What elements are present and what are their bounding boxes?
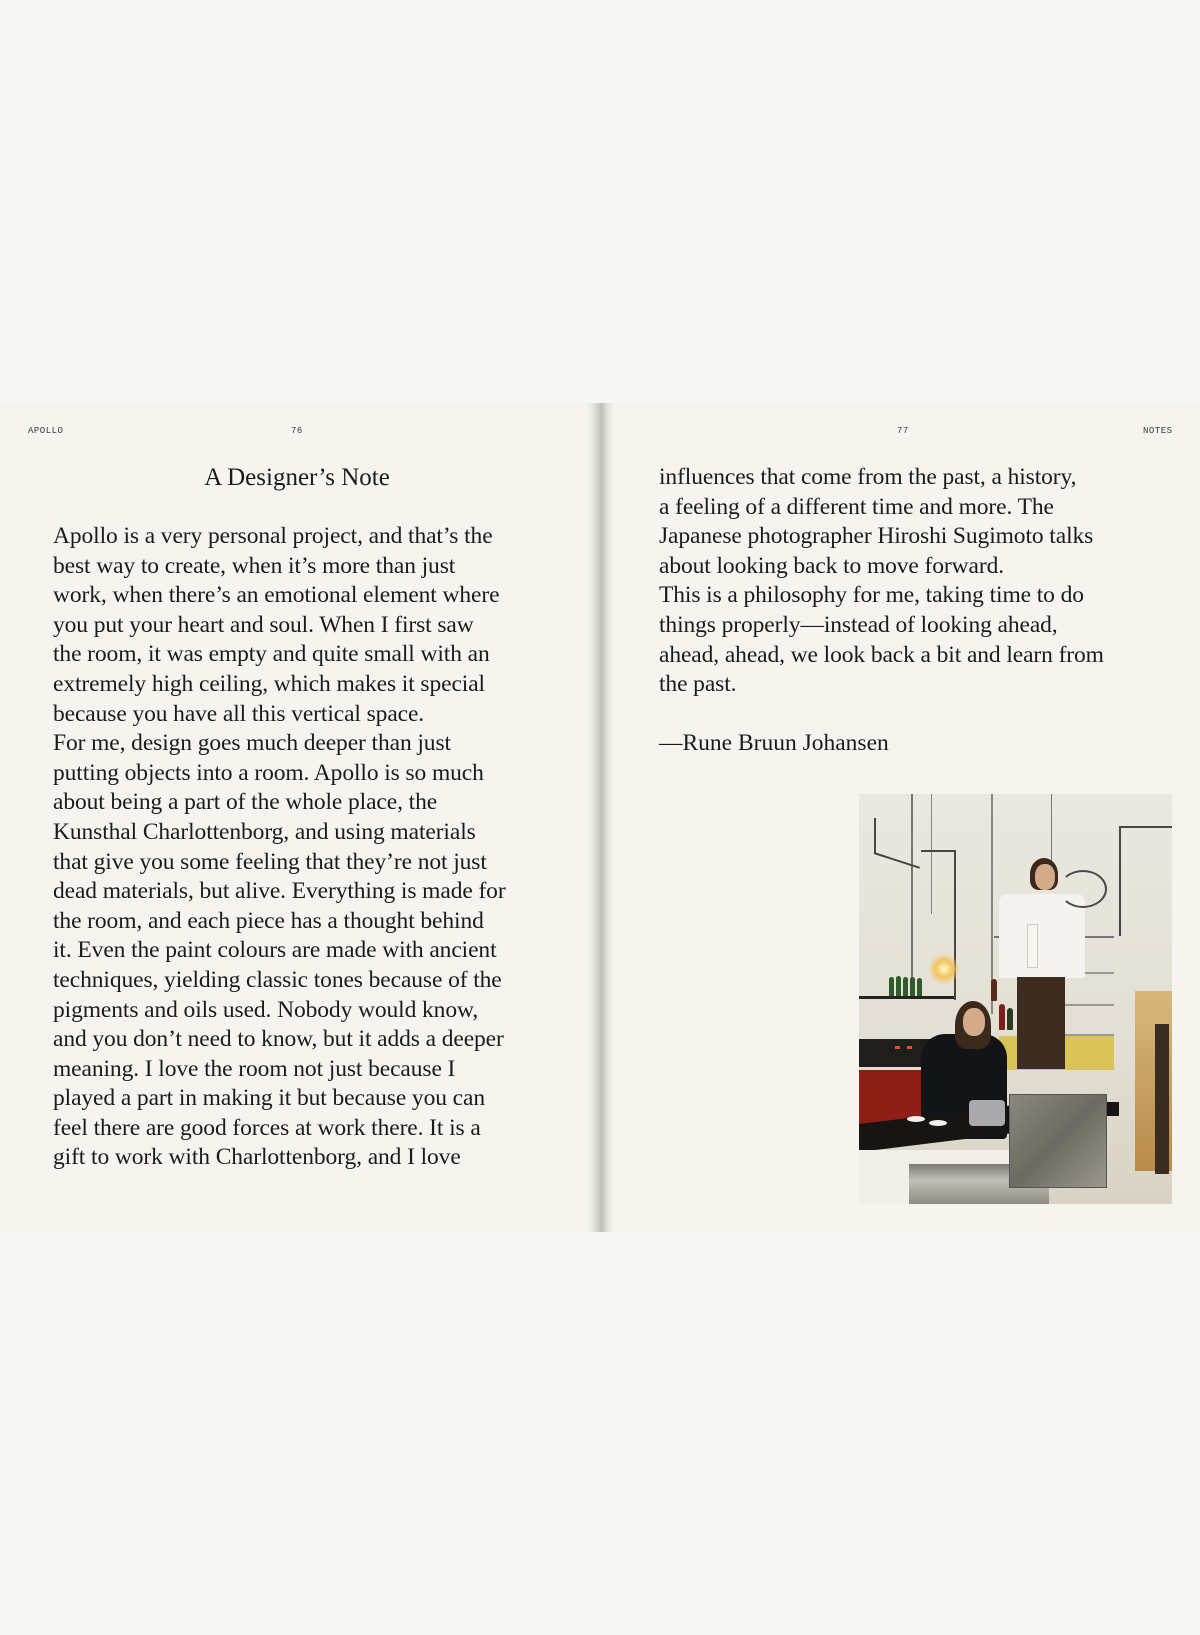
paragraph xyxy=(53,729,573,1173)
text-line: a feeling of a different time and more. The xyxy=(659,493,1054,520)
photo-rail xyxy=(921,850,955,852)
photo-cable xyxy=(931,794,932,914)
photo-person-standing-pants xyxy=(1017,977,1065,1069)
text-line: putting objects into a room. Apollo is so much xyxy=(53,759,484,786)
left-body-text xyxy=(53,522,573,1173)
photo-shelf xyxy=(1059,1004,1114,1006)
text-line: the past. xyxy=(659,671,737,698)
text-line: feel there are good forces at work there. It is a xyxy=(53,1114,481,1141)
page-number-right: 77 xyxy=(897,426,909,436)
photo-indicator-light xyxy=(907,1046,912,1049)
photo-bottle xyxy=(910,977,915,997)
photo-wall-lamp xyxy=(929,954,959,984)
text-line: pigments and oils used. Nobody would know, xyxy=(53,996,479,1023)
text-line: you put your heart and soul. When I first saw xyxy=(53,611,474,638)
text-line: This is a philosophy for me, taking time to do xyxy=(659,582,1084,609)
photo-pendant-lamp xyxy=(1027,924,1038,968)
text-line: best way to create, when it’s more than just xyxy=(53,552,456,579)
photo-person-standing-shirt xyxy=(999,894,1085,978)
running-head-right: NOTES xyxy=(1143,426,1173,436)
text-line: things properly—instead of looking ahead, xyxy=(659,611,1058,638)
photo-shelf xyxy=(859,996,954,999)
text-line: played a part in making it but because you can xyxy=(53,1085,485,1112)
text-line: ahead, ahead, we look back a bit and learn from xyxy=(659,641,1104,668)
text-line: For me, design goes much deeper than just xyxy=(53,730,451,757)
text-line: and you don’t need to know, but it adds a deeper xyxy=(53,1026,504,1053)
page-number-left: 76 xyxy=(291,426,303,436)
magazine-spread xyxy=(0,403,1200,1232)
text-line: Apollo is a very personal project, and that’s the xyxy=(53,523,493,549)
article-title: A Designer’s Note xyxy=(204,464,390,491)
paragraph xyxy=(53,522,573,729)
photo-person-standing-face xyxy=(1035,864,1055,890)
author-signature: —Rune Bruun Johansen xyxy=(659,730,889,756)
paragraph xyxy=(659,581,1179,699)
text-line: it. Even the paint colours are made with ancient xyxy=(53,937,497,964)
photo-rail xyxy=(1119,826,1121,936)
photo-plate xyxy=(907,1116,925,1122)
text-line: work, when there’s an emotional element where xyxy=(53,582,500,609)
running-head-left: APOLLO xyxy=(28,426,64,436)
photo-bottle xyxy=(903,977,908,997)
article-photo xyxy=(859,794,1172,1204)
book-gutter-shadow xyxy=(586,403,614,1232)
text-line: Kunsthal Charlottenborg, and using materials xyxy=(53,818,476,845)
photo-bottle xyxy=(1007,1008,1013,1030)
text-line: the room, it was empty and quite small with an xyxy=(53,641,490,668)
photo-person-seated-face xyxy=(963,1008,985,1036)
text-line: extremely high ceiling, which makes it special xyxy=(53,670,485,697)
text-line: about looking back to move forward. xyxy=(659,552,1004,579)
text-line: because you have all this vertical space. xyxy=(53,700,425,727)
photo-rail xyxy=(874,818,876,854)
text-line: techniques, yielding classic tones because of the xyxy=(53,966,502,993)
photo-plate xyxy=(929,1120,947,1126)
text-line: influences that come from the past, a history, xyxy=(659,464,1077,490)
right-body-text xyxy=(659,463,1179,700)
photo-bottle xyxy=(999,1004,1005,1030)
photo-cable xyxy=(911,794,913,994)
photo-lamp-cable-loop xyxy=(1059,870,1107,908)
photo-indicator-light xyxy=(895,1046,900,1049)
text-line: the room, and each piece has a thought behind xyxy=(53,907,484,934)
photo-doorway xyxy=(1155,1024,1169,1174)
photo-bottle xyxy=(991,979,997,1001)
photo-metal-box xyxy=(1009,1094,1107,1188)
text-line: gift to work with Charlottenborg, and I love xyxy=(53,1144,461,1171)
text-line: meaning. I love the room not just because I xyxy=(53,1055,456,1082)
text-line: that give you some feeling that they’re not just xyxy=(53,848,487,875)
text-line: Japanese photographer Hiroshi Sugimoto talks xyxy=(659,523,1094,550)
photo-bottle xyxy=(917,978,922,997)
photo-foil-bag xyxy=(969,1100,1005,1126)
paragraph xyxy=(659,463,1179,581)
photo-bottle xyxy=(896,976,901,997)
photo-bottle xyxy=(889,977,894,997)
text-line: dead materials, but alive. Everything is made for xyxy=(53,878,506,905)
text-line: about being a part of the whole place, the xyxy=(53,789,438,816)
photo-rail xyxy=(1119,826,1172,828)
